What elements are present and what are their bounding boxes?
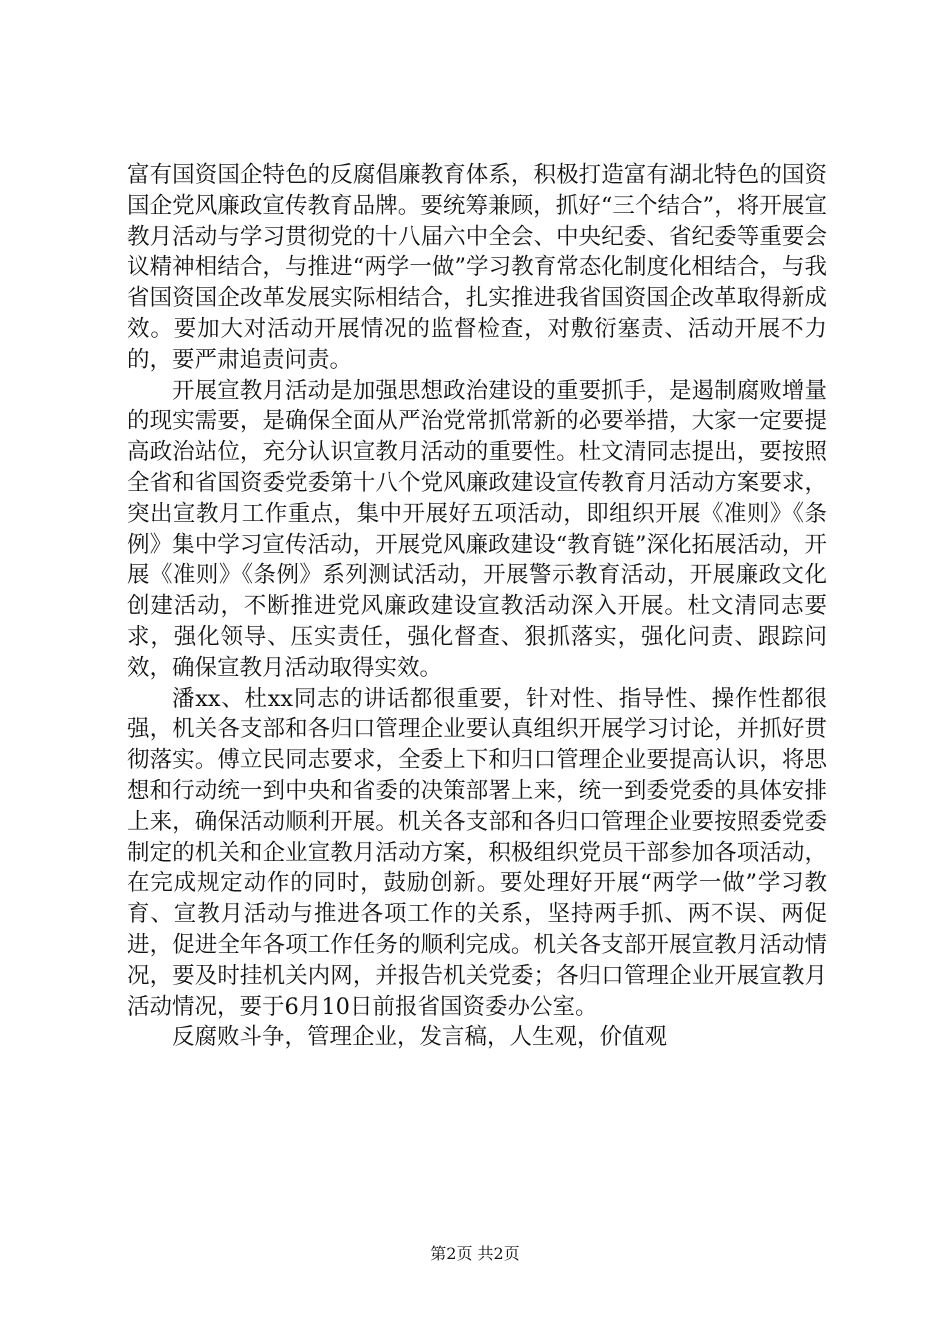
paragraph-implementation: 潘xx、杜xx同志的讲话都很重要，针对性、指导性、操作性都很强，机关各支部和各归口管理企业要认真组织开展学习讨论，并抓好贯彻落实。傅立民同志要求，全委上下和归口管理企业要提高认识，将思想和行动统一到中央和省委的决策部署上来，统一到委党委的具体安排上来，确保活动顺利开展。机关各支部和各归口管理企业要按照委党委制定的机关和企业宣教月活动方案，积极组织党员干部参加各项活动，在完成规定动作的同时，鼓励创新。要处理好开展“两学一做”学习教育、宣教月活动与推进各项工作的关系，坚持两手抓、两不误、两促进，促进全年各项工作任务的顺利完成。机关各支部开展宣教月活动情况，要及时挂机关内网，并报告机关党委；各归口管理企业开展宣教月活动情况，要于6月10日前报省国资委办公室。 [127,685,827,1020]
document-body [127,160,827,1053]
paragraph-continuation: 富有国资国企特色的反腐倡廉教育体系，积极打造富有湖北特色的国资国企党风廉政宣传教育品牌。要统筹兼顾，抓好“三个结合”，将开展宣教月活动与学习贯彻党的十八届六中全会、中央纪委、省纪委等重要会议精神相结合，与推进“两学一做”学习教育常态化制度化相结合，与我省国资国企改革发展实际相结合，扎实推进我省国资国企改革取得新成效。要加大对活动开展情况的监督检查，对敷衍塞责、活动开展不力的，要严肃追责问责。 [127,162,827,373]
paragraph-keywords: 反腐败斗争，管理企业，发言稿，人生观，价值观 [172,1024,668,1051]
page-number-footer: 第2页 共2页 [430,1244,520,1263]
paragraph-propaganda-month: 开展宣教月活动是加强思想政治建设的重要抓手，是遏制腐败增量的现实需要，是确保全面从严治党常抓常新的必要举措，大家一定要提高政治站位，充分认识宣教月活动的重要性。杜文清同志提出，要按照全省和省国资委党委第十八个党风廉政建设宣传教育月活动方案要求，突出宣教月工作重点，集中开展好五项活动，即组织开展《准则》《条例》集中学习宣传活动，开展党风廉政建设“教育链”深化拓展活动，开展《准则》《条例》系列测试活动，开展警示教育活动，开展廉政文化创建活动，不断推进党风廉政建设宣教活动深入开展。杜文清同志要求，强化领导、压实责任，强化督查、狠抓落实，强化问责、跟踪问效，确保宣教月活动取得实效。 [127,377,827,681]
